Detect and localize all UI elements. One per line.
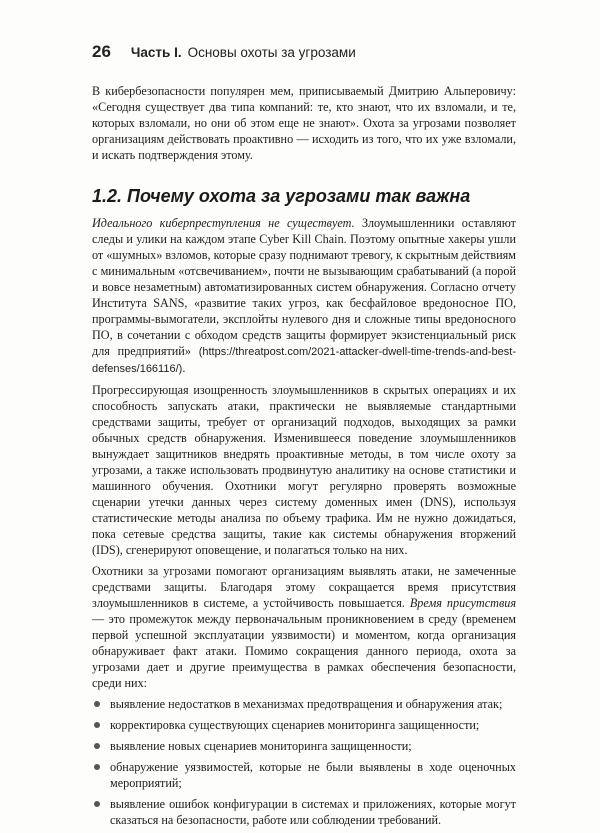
list-item [92, 738, 516, 754]
page-body [92, 83, 516, 833]
list-item-text: выявление новых сценариев мониторинга защищенности; [110, 739, 412, 753]
list-item-text: обнаружение уязвимостей, которые не были выявлены в ходе оценочных мероприятий; [110, 760, 516, 790]
paragraph-end: . [182, 361, 186, 375]
bullet-icon [94, 722, 100, 728]
benefits-list [92, 696, 516, 828]
part-title: Основы охоты за угрозами [187, 45, 356, 60]
intro-paragraph: В кибербезопасности популярен мем, приписываемый Дмитрию Альперовичу: «Сегодня существует два типа компаний: те, кто знают, что их взломали, и те, которых взломали, но они об этом еще не знают». Охота за угрозами позволяет организациям действовать проактивно — исходить из того, что их уже взломали, и искать подтверждения этому. [92, 84, 516, 162]
list-item-text: корректировка существующих сценариев мониторинга защищенности; [110, 718, 480, 732]
list-item [92, 796, 516, 828]
part-label: Часть I. [130, 45, 182, 60]
bullet-icon [94, 764, 100, 770]
list-item-text: выявление недостатков в механизмах предотвращения и обнаружения атак; [110, 697, 503, 711]
running-header [92, 42, 356, 62]
paragraph-text: Злоумышленники оставляют следы и улики на каждом этапе Cyber Kill Chain. Поэтому опытные хакеры ушли от «шумных» взломов, которые сразу поднимают тревогу, к скрытным действиям с минимальным «отсвечиванием», почти не вызывающим срабатываний (а порой и вовсе незаметным) автоматизированных систем обнаружения. Согласно отчету Института SANS, «развитие таких угроз, как бесфайловое вредоносное ПО, программы-вымогатели, эксплойты нулевого дня и сложные типы вредоносного ПО, в сочетании с обходом средств защиты формирует экзистенциальный риск для предприятий» [92, 216, 517, 358]
paragraph-why-hunting [92, 215, 516, 377]
bullet-icon [94, 743, 100, 749]
list-item [92, 696, 516, 712]
source-url[interactable]: (https://threatpost.com/2021-attacker-dwell-time-trends-and-best-defenses/166116/) [92, 346, 516, 375]
paragraph-text-before: Охотники за угрозами помогают организациям выявлять атаки, не замеченные средствами защиты. Благодаря этому сокращается время присутствия злоумышленников в системе, а устойчивость повышается. [92, 564, 516, 610]
paragraph-sophistication: Прогрессирующая изощренность злоумышленников в скрытых операциях и их способность запускать атаки, практически не выявляемые стандартными средствами защиты, требует от организаций подходов, выходящих за рамки обычных средств обнаружения. Изменившееся поведение злоумышленников вынуждает защитников внедрять проактивные методы, в том числе охоту за угрозами, а также использовать продвинутую аналитику на основе статистики и машинного обучения. Охотники могут регулярно проверять возможные сценарии утечки данных через систему доменных имен (DNS), используя статистические методы анализа по объему трафика. Им не нужно дожидаться, пока сетевые средства защиты, такие как системы обнаружения вторжений (IDS), сгенерируют оповещение, и полагаться только на них. [92, 383, 516, 557]
page-number: 26 [92, 42, 111, 61]
paragraph-dwell-time [92, 563, 516, 691]
lead-italic: Идеального киберпреступления не существует. [92, 216, 355, 230]
list-item-text: выявление ошибок конфигурации в системах и приложениях, которые могут сказаться на безопасности, работе или соблюдении требований. [110, 797, 516, 827]
list-item [92, 717, 516, 733]
section-heading: 1.2. Почему охота за угрозами так важна [92, 186, 471, 206]
bullet-icon [94, 801, 100, 807]
bullet-icon [94, 701, 100, 707]
paragraph-text-after: — это промежуток между первоначальным проникновением в среду (временем первой успешной эксплуатации уязвимости) и моментом, когда организация обнаруживает факт атаки. Помимо сокращения данного периода, охота за угрозами дает и другие преимущества в рамках обеспечения безопасности, среди них: [92, 612, 516, 690]
list-item [92, 759, 516, 791]
dwell-time-term: Время присутствия [409, 596, 516, 610]
